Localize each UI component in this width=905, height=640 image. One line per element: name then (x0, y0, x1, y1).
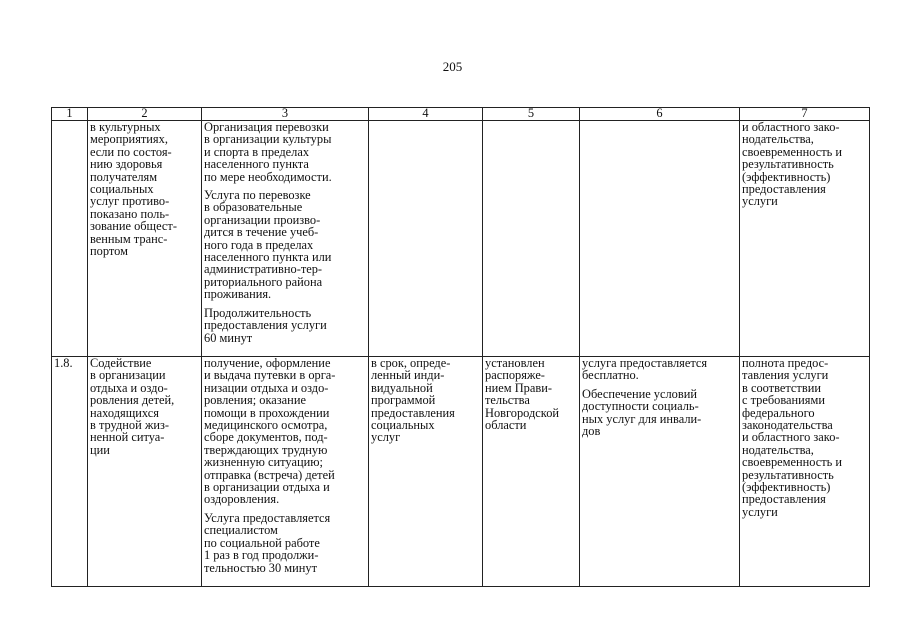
column-header: 2 (88, 108, 202, 121)
cell-paragraph (582, 388, 737, 438)
cell-text-line: медицинского осмотра, (204, 418, 328, 433)
cell-text-line: дится в течение учеб- (204, 225, 319, 240)
cell-text-line: по социальной работе (204, 535, 320, 550)
cell-text-line: распоряже- (485, 368, 545, 383)
cell-text-line: тверждающих трудную (204, 442, 328, 457)
cell-text-line: услуг (371, 430, 401, 445)
cell-text-line: Организация перевозки (204, 120, 329, 134)
cell-text-line: и областного зако- (742, 120, 840, 134)
cell-text-line: результативность (742, 157, 834, 172)
cell-conditions (580, 357, 740, 587)
cell-text-line: в соответствии (742, 380, 821, 395)
cell-text-line: и областного зако- (742, 430, 840, 445)
cell-description (202, 357, 369, 587)
cell-text-line: показано поль- (90, 206, 170, 221)
cell-text-line: Содействие (90, 356, 152, 370)
cell-text-line: результативность (742, 467, 834, 482)
cell-quality-indicators (740, 121, 870, 357)
cell-text-line: 1 раз в год продолжи- (204, 548, 319, 563)
page-number: 205 (442, 59, 463, 74)
cell-paragraph (485, 357, 577, 431)
cell-paragraph (54, 357, 85, 369)
cell-text-line: в организации культуры (204, 132, 332, 147)
cell-text-line: ного года в пределах (204, 237, 314, 252)
header-row (52, 108, 870, 121)
cell-text-line: оздоровления. (204, 492, 280, 507)
cell-paragraph (90, 357, 199, 456)
cell-paragraph (204, 357, 366, 506)
cell-service-name (88, 121, 202, 357)
cell-text-line: ции (90, 442, 110, 457)
cell-text-line: отправка (встреча) детей (204, 467, 335, 482)
cell-number (52, 357, 88, 587)
cell-text-line: отдыха и оздо- (90, 380, 168, 395)
cell-paragraph (204, 512, 366, 574)
cell-text-line: доступности социаль- (582, 399, 699, 414)
cell-text-line: риториального района (204, 274, 323, 289)
cell-text-line: ровления; оказание (204, 393, 306, 408)
cell-text-line: Услуга предоставляется (204, 510, 331, 525)
column-header: 3 (202, 108, 369, 121)
cell-text-line: нию здоровья (90, 157, 163, 172)
cell-text-line: нием Прави- (485, 380, 552, 395)
cell-paragraph (204, 121, 366, 183)
cell-text-line: дов (582, 424, 601, 439)
cell-text-line: тавления услуги (742, 368, 829, 383)
cell-conditions (580, 121, 740, 357)
cell-text-line: предоставления услуги (204, 318, 327, 333)
cell-text-line: нодательства, (742, 442, 814, 457)
cell-text-line: нодательства, (742, 132, 814, 147)
cell-paragraph (742, 121, 867, 208)
table-row (52, 357, 870, 587)
cell-text-line: в организации отдыха и (204, 480, 330, 495)
cell-text-line: и выдача путевки в орга- (204, 368, 336, 383)
cell-text-line: портом (90, 244, 128, 259)
cell-text-line: предоставления (742, 182, 826, 197)
cell-paragraph (204, 307, 366, 344)
cell-text-line: помощи в прохождении (204, 405, 330, 420)
cell-text-line: ровления детей, (90, 393, 175, 408)
cell-text-line: 1.8. (54, 356, 73, 370)
column-header: 4 (369, 108, 483, 121)
cell-text-line: услуги (742, 504, 778, 519)
cell-text-line: в трудной жиз- (90, 418, 170, 433)
column-header: 1 (52, 108, 88, 121)
cell-paragraph (582, 357, 737, 382)
cell-text-line: полнота предос- (742, 356, 829, 370)
cell-text-line: с требованиями (742, 393, 825, 408)
cell-paragraph (371, 357, 480, 444)
cell-tariff (483, 357, 580, 587)
cell-text-line: населенного пункта или (204, 250, 332, 265)
cell-text-line: Новгородской (485, 405, 560, 420)
cell-text-line: находящихся (90, 405, 159, 420)
table-row (52, 121, 870, 357)
cell-text-line: социальных (371, 418, 435, 433)
cell-text-line: в культурных (90, 120, 161, 134)
cell-text-line: Обеспечение условий (582, 386, 697, 401)
cell-term (369, 357, 483, 587)
cell-text-line: мероприятиях, (90, 132, 168, 147)
cell-quality-indicators (740, 357, 870, 587)
cell-text-line: социальных (90, 182, 154, 197)
cell-text-line: венным транс- (90, 231, 168, 246)
cell-text-line: если по состоя- (90, 144, 172, 159)
cell-text-line: услуг противо- (90, 194, 170, 209)
cell-tariff (483, 121, 580, 357)
cell-text-line: услуга предоставляется (582, 356, 708, 370)
cell-number (52, 121, 88, 357)
cell-paragraph (90, 121, 199, 257)
cell-text-line: по мере необходимости. (204, 169, 332, 184)
cell-text-line: (эффективность) (742, 480, 831, 495)
cell-text-line: получение, оформление (204, 356, 331, 370)
cell-text-line: в образовательные (204, 200, 303, 215)
cell-text-line: бесплатно. (582, 368, 639, 383)
cell-text-line: своевременность и (742, 455, 843, 470)
cell-text-line: установлен (485, 356, 545, 370)
cell-text-line: своевременность и (742, 144, 843, 159)
cell-text-line: получателям (90, 169, 158, 184)
cell-paragraph (742, 357, 867, 518)
cell-text-line: программой (371, 393, 436, 408)
cell-text-line: проживания. (204, 287, 272, 302)
cell-text-line: тельностью 30 минут (204, 560, 318, 575)
cell-text-line: организации произво- (204, 212, 321, 227)
cell-text-line: в срок, опреде- (371, 356, 451, 370)
cell-text-line: 60 минут (204, 330, 253, 345)
cell-text-line: федерального (742, 405, 815, 420)
cell-text-line: Услуга по перевозке (204, 188, 311, 203)
cell-text-line: низации отдыха и оздо- (204, 380, 329, 395)
cell-text-line: предоставления (742, 492, 826, 507)
cell-text-line: предоставления (371, 405, 455, 420)
cell-text-line: зование общест- (90, 219, 177, 234)
cell-service-name (88, 357, 202, 587)
cell-description (202, 121, 369, 357)
cell-text-line: услуги (742, 194, 778, 209)
services-table (51, 107, 870, 587)
cell-text-line: административно-тер- (204, 262, 323, 277)
cell-text-line: ненной ситуа- (90, 430, 165, 445)
column-header: 7 (740, 108, 870, 121)
column-header: 5 (483, 108, 580, 121)
cell-text-line: области (485, 418, 527, 433)
column-header: 6 (580, 108, 740, 121)
cell-text-line: ных услуг для инвали- (582, 411, 702, 426)
cell-text-line: специалистом (204, 523, 278, 538)
cell-text-line: ленный инди- (371, 368, 445, 383)
cell-text-line: законодательства (742, 418, 833, 433)
cell-text-line: и спорта в пределах (204, 144, 310, 159)
cell-term (369, 121, 483, 357)
cell-paragraph (204, 189, 366, 301)
cell-text-line: в организации (90, 368, 166, 383)
cell-text-line: тельства (485, 393, 530, 408)
cell-text-line: населенного пункта (204, 157, 309, 172)
cell-text-line: видуальной (371, 380, 433, 395)
cell-text-line: (эффективность) (742, 169, 831, 184)
cell-text-line: Продолжительность (204, 305, 312, 320)
cell-text-line: сборе документов, под- (204, 430, 328, 445)
cell-text-line: жизненную ситуацию; (204, 455, 323, 470)
